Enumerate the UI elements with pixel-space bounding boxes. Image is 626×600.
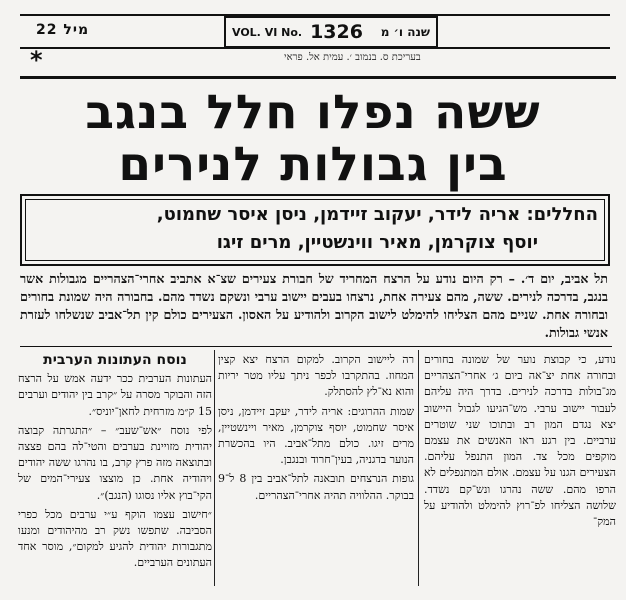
- lead-paragraph: תל אביב, יום ד׳. – רק היום נודע על הרצח המחריד של חבורת צעירים שצ־א אתביב אחרי־הצהריים מגבולות אשר בנגב, בדרכה לנירים. ששה, מהם צעירה אחת, נרצחו בעבים יישוב ערבי ונשקם נשדד מהם. בחבורה היה שמונת בחורים ובחורה אחת. שניים מהם הצליחו להימלט לישוב הקרוב ולהודיע על האסון. הצעירים כולם קין תל־אביב שנשלחו לעזרת אנשי גבולות.: [20, 271, 608, 340]
- column-left: [18, 352, 212, 575]
- column-left-paragraph: העתונות הערבית ככר ידעה אמש על הרצח הזה והבוקר מסרה על ״קרב בין יהודים וערבים 15 ק״מ מזרחית לחאן־יוניס״.: [18, 372, 212, 418]
- column-left-paragraph: ״חישוב עצמו הוקף ע״י ערבים מכל כפרי הסביבה. שתפשו נשק רב מהיהודים ומנעו מתגבורות יהודית להגיע למקום״, מוסר אחד העתונים הערביים.: [18, 507, 212, 570]
- star-icon: *: [30, 46, 43, 74]
- issue-number: 1326: [310, 21, 363, 43]
- lead-bottom-rule: [20, 346, 612, 347]
- column-divider: [418, 350, 419, 586]
- column-middle-paragraph: רה ליישוב הקרוב. למקום הרצח יצא קצין המחוז. בהתקרבו לכפר ניתך עליו מטר יריות והוא נא־לץ להסתלק.: [218, 353, 414, 399]
- editor-line: בעריכת ס. בנמוב ׳. עמית אל. פראי: [284, 52, 421, 63]
- masthead-label: 22 מיל: [36, 22, 90, 38]
- victims-box: [20, 194, 610, 266]
- headline-line-1: ששה נפלו חלל בנגב: [85, 85, 541, 140]
- headline-line-2: בין גבולות לנירים: [118, 137, 508, 192]
- column-middle-paragraph: שמות ההרוגים: אריה לידר, יעקב זיידמן, ניסן איסר שחמוט, יוסף צוקרמן, מאיר ויינשטיין, מרים זיגו. כולם מתל־אביב. היו בהכשרת הנוער בדגניה, בעין־חרוד ובנגבן.: [218, 404, 414, 467]
- masthead-bottom-rule: [20, 47, 610, 49]
- column-divider: [214, 350, 215, 586]
- column-left-paragraph: לפי נוסח ״אש־שעב״ – ״התגרתה קבוצה יהודית מזויינת בערבים והטי־לה בהם פצצה ובתוצאה מזה פרץ קרב, בו נהרגו ששה יהודים ויהודיה אחת. כן מוצצו צעירי־המים של הקי־בוץ אליו נסוגו (הנגב)״.: [18, 423, 212, 502]
- column-middle: [218, 352, 414, 507]
- column-right: [424, 352, 616, 533]
- arab-press-title: נוסח העתונות הערבית: [43, 352, 187, 368]
- masthead: [24, 16, 614, 63]
- issue-box: [224, 16, 438, 48]
- column-middle-paragraph: גופות הנרצחים תובאנה לתל־אביב בין 8 ל־9 בבוקר. ההלוויה תהיה אחרי־הצהריים.: [218, 472, 414, 502]
- headline-top-rule: [20, 76, 616, 79]
- volume-label: VOL. VI No.: [232, 25, 303, 39]
- column-right-paragraph: נודע, כי קבוצת נוער של שמונה בחורים ובחורה אחת יצ־אה ביום ג׳ אחרי־הצהריים מג־בולות בדרכה לנירים. בדרך היה עליהם לעבור יישוב ערבי. מש־הגיעו לגבול היישוב יצא נגדם המון רב ובתוכו שני שוטרים ערביים. בין רגע ראו האנשים את עצמם מוקפים מכל צד. המון התנפל עליהם. הצעירים הגנו על עצמם. אולם המתנפלים לא הרפו מהם. ששה נהרגו ונש־קם נשדד. שלושה הצליחו לפ־רוץ להימלט ולהודיע על המק־: [424, 353, 616, 529]
- victims-line-2: יוסף צוקרמן, מאיר ווינשטיין, מרים זיגו: [216, 232, 538, 253]
- issue-date: שנה ו׳ מ: [380, 25, 430, 39]
- victims-line-1: החללים: אריה לידר, יעקוב זיידמן, ניסן איסר שחמוט,: [156, 204, 598, 225]
